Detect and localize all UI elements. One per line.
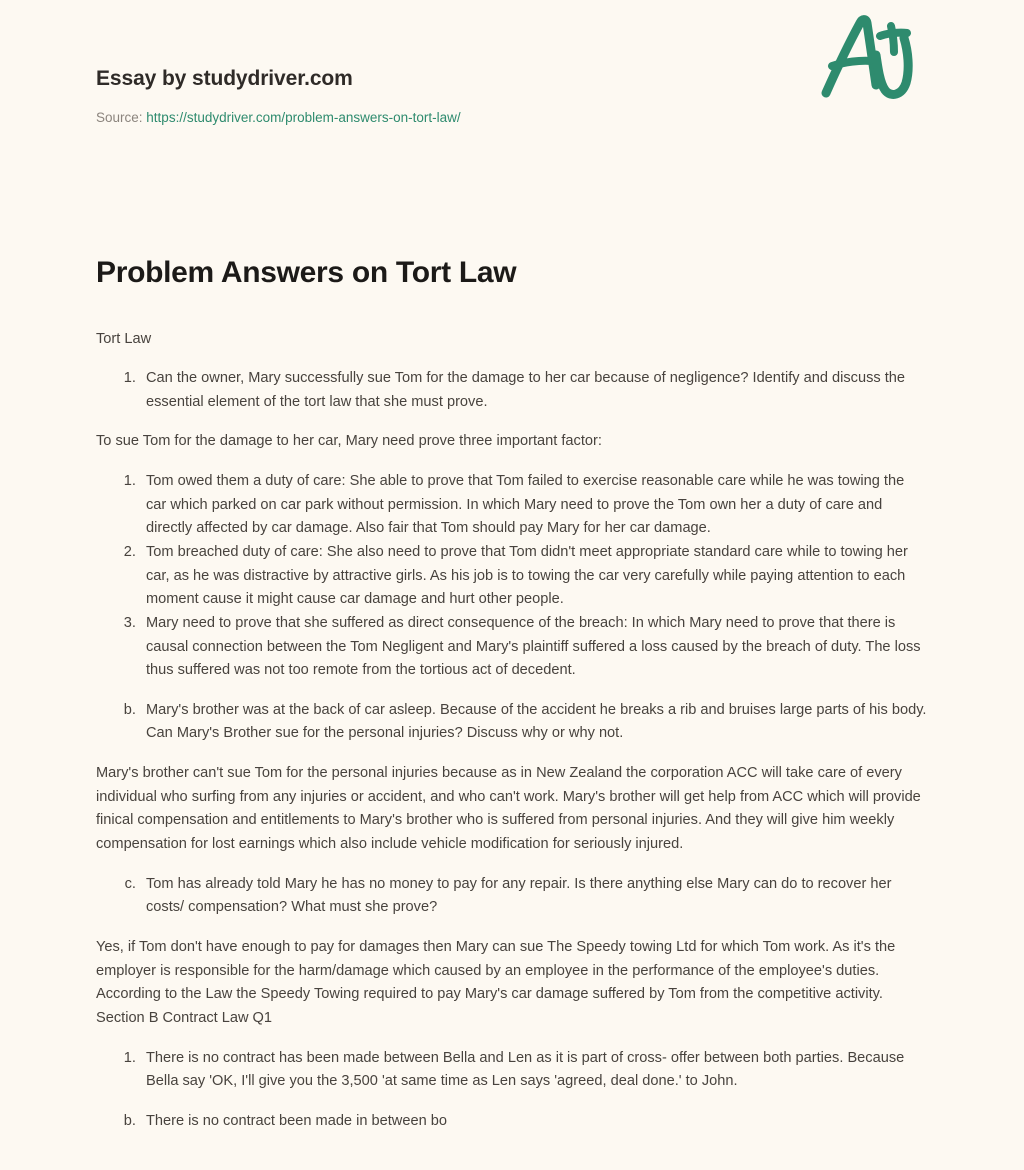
essay-by-heading: Essay by studydriver.com	[96, 67, 353, 90]
answer-b-paragraph: Mary's brother can't sue Tom for the personal injuries because as in New Zealand the corporation ACC will take care of every individual who surfing from any injuries or accident, and who can't work. Mary's brother will get help from ACC which will provide finical compensation and entitlements to Mary's brother who is suffered from personal injuries. And they will give him weekly compensation for lost earnings which also include vehicle modification for seriously injured.	[96, 765, 921, 853]
question-1-list	[96, 367, 928, 414]
answer-c-paragraph: Yes, if Tom don't have enough to pay for damages then Mary can sue The Speedy towing Ltd for which Tom work. As it's the employer is responsible for the harm/damage which caused by an employee in the performance of the employee's duties. According to the Law the Speedy Towing required to pay Mary's car damage suffered by Tom from the competitive activity. Section B Contract Law Q1	[96, 938, 896, 1026]
list-item: c. Tom has already told Mary he has no money to pay for any repair. Is there anything else Mary can do to recover her costs/ compensation? What must she prove?	[140, 873, 928, 920]
source-label: Source:	[96, 110, 143, 126]
source-url-link[interactable]: https://studydriver.com/problem-answers-on-tort-law/	[146, 110, 461, 126]
question-c-list	[96, 873, 928, 920]
question-b-list	[96, 699, 928, 746]
list-item: 1. There is no contract has been made between Bella and Len as it is part of cross- offer between both parties. Because Bella say 'OK, I'll give you the 3,500 'at same time as Len says 'agreed, deal done.' to John.	[140, 1047, 928, 1094]
list-item: b. There is no contract been made in between bo	[140, 1110, 928, 1134]
page-header	[96, 0, 928, 126]
factors-list	[96, 470, 928, 683]
list-item: 1. Tom owed them a duty of care: She able to prove that Tom failed to exercise reasonable care while he was towing the car which parked on car park without permission. In which Mary need to prove the Tom own her a duty of care and directly affected by car damage. Also fair that Tom should pay Mary for her car damage.	[140, 470, 928, 541]
contract-law-list-b	[96, 1110, 928, 1134]
intro-paragraph: Tort Law	[96, 330, 152, 347]
page-title: Problem Answers on Tort Law	[96, 256, 517, 289]
source-line	[96, 109, 928, 127]
list-item: 2. Tom breached duty of care: She also need to prove that Tom didn't meet appropriate standard care while to towing her car, as he was distractive by attractive girls. As his job is to towing the car very carefully while paying attention to each moment cause it might cause car damage and hurt other people.	[140, 541, 928, 612]
contract-law-list	[96, 1047, 928, 1094]
a-plus-logo	[814, 5, 922, 105]
list-item: 1. Can the owner, Mary successfully sue Tom for the damage to her car because of negligence? Identify and discuss the essential element of the tort law that she must prove.	[140, 367, 928, 414]
article-body	[96, 292, 928, 1134]
list-item: 3. Mary need to prove that she suffered as direct consequence of the breach: In which Mary need to prove that there is causal connection between the Tom Negligent and Mary's plaintiff suffered a loss caused by the breach of duty. The loss thus suffered was not too remote from the tortious act of decedent.	[140, 612, 928, 683]
list-item: b. Mary's brother was at the back of car asleep. Because of the accident he breaks a rib and bruises large parts of his body. Can Mary's Brother sue for the personal injuries? Discuss why or why not.	[140, 699, 928, 746]
q1-lead-paragraph: To sue Tom for the damage to her car, Mary need prove three important factor:	[96, 433, 602, 450]
